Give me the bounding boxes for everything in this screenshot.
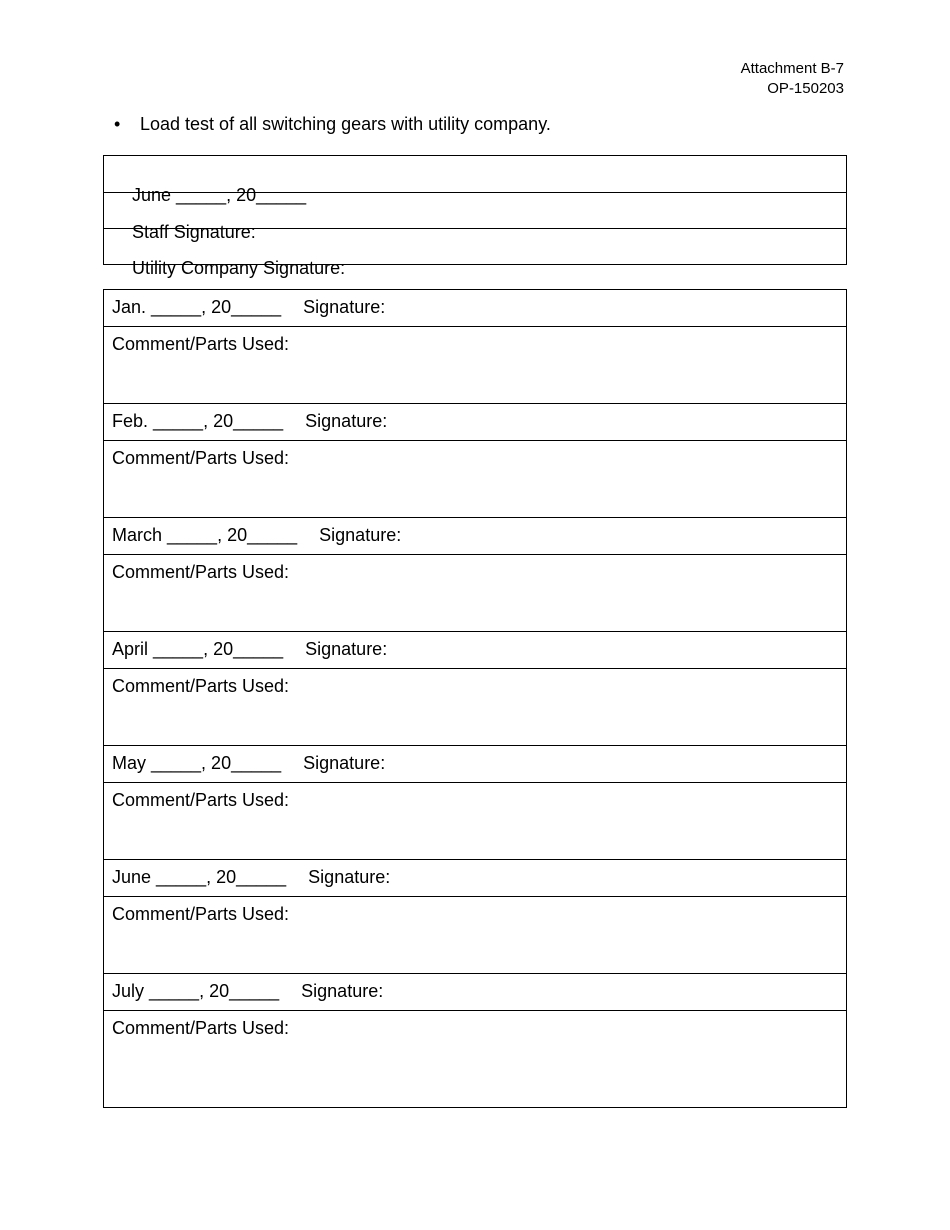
- document-id: OP-150203: [767, 80, 844, 97]
- month-date-row: [104, 631, 846, 668]
- comment-row: [104, 326, 846, 403]
- month-date-row: [104, 745, 846, 782]
- comment-label: Comment/Parts Used:: [112, 334, 290, 354]
- signature-label: Signature:: [319, 525, 402, 545]
- comment-label: Comment/Parts Used:: [112, 1018, 290, 1038]
- bullet-text: Load test of all switching gears with utility company.: [140, 114, 551, 134]
- attachment-label: Attachment B-7: [740, 60, 844, 77]
- staff-signature-label: Staff Signature:: [132, 222, 256, 242]
- month-date-row: [104, 973, 846, 1010]
- signature-label: Signature:: [305, 411, 388, 431]
- load-test-date-row: [104, 156, 846, 205]
- month-date: Feb. _____, 20_____: [112, 411, 284, 431]
- signature-label: Signature:: [305, 639, 388, 659]
- comment-label: Comment/Parts Used:: [112, 790, 290, 810]
- signature-label: Signature:: [303, 297, 386, 317]
- month-date: May _____, 20_____: [112, 753, 282, 773]
- bullet-dot: •: [114, 114, 121, 134]
- month-date: March _____, 20_____: [112, 525, 298, 545]
- signature-label: Signature:: [308, 867, 391, 887]
- comment-label: Comment/Parts Used:: [112, 904, 290, 924]
- comment-row: [104, 668, 846, 745]
- comment-label: Comment/Parts Used:: [112, 562, 290, 582]
- comment-row: [104, 554, 846, 631]
- comment-label: Comment/Parts Used:: [112, 448, 290, 468]
- monthly-log-table: [103, 289, 847, 1108]
- month-date: July _____, 20_____: [112, 981, 280, 1001]
- load-test-bullet: [114, 113, 551, 135]
- month-date-row: [104, 517, 846, 554]
- load-test-date: June _____, 20_____: [132, 185, 307, 205]
- comment-row: [104, 1010, 846, 1107]
- month-date: Jan. _____, 20_____: [112, 297, 282, 317]
- month-date-row: [104, 859, 846, 896]
- month-date-row: [104, 290, 846, 326]
- comment-row: [104, 782, 846, 859]
- load-test-signature-table: [103, 155, 847, 278]
- signature-label: Signature:: [301, 981, 384, 1001]
- signature-label: Signature:: [303, 753, 386, 773]
- utility-signature-label: Utility Company Signature:: [132, 258, 346, 278]
- month-date: June _____, 20_____: [112, 867, 287, 887]
- comment-label: Comment/Parts Used:: [112, 676, 290, 696]
- month-date-row: [104, 403, 846, 440]
- document-header: [741, 59, 844, 99]
- comment-row: [104, 440, 846, 517]
- month-date: April _____, 20_____: [112, 639, 284, 659]
- comment-row: [104, 896, 846, 973]
